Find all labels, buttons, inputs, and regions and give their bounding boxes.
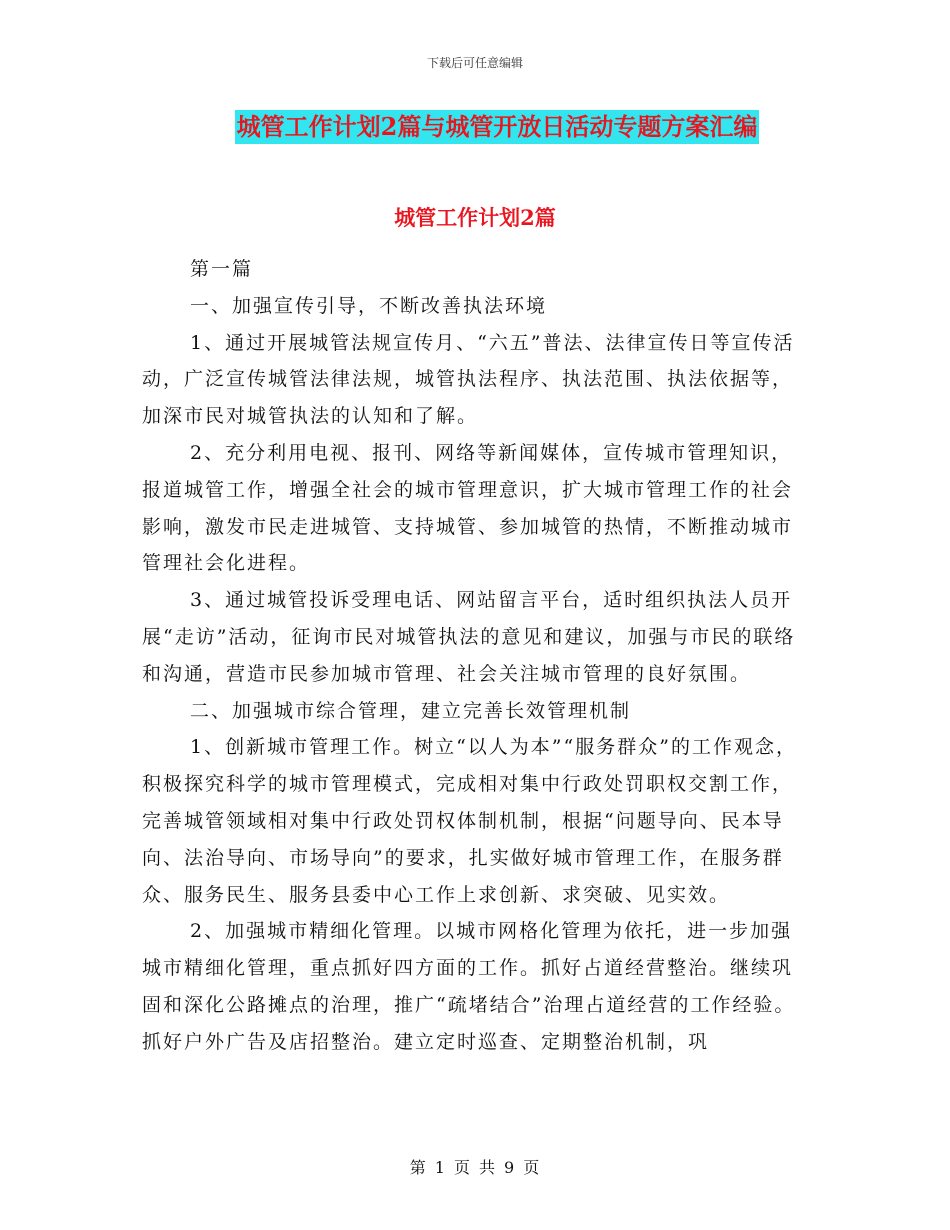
paragraph-heading-2: 二、加强城市综合管理，建立完善长效管理机制 <box>190 699 632 722</box>
section-title: 城管工作计划2篇 <box>394 205 556 230</box>
paragraph-heading-1: 一、加强宣传引导，不断改善执法环境 <box>190 294 548 317</box>
page-number: 1 <box>434 1158 446 1177</box>
paragraph: 2、加强城市精细化管理。以城市网格化管理为依托，进一步加强城市精细化管理，重点抓好四方面的工作。抓好占道经营整治。继续巩固和深化公路摊点的治理，推广“疏堵结合”治理占道经营的工作经验。抓好户外广告及店招整治。建立定时巡查、定期整治机制，巩 <box>142 920 796 1053</box>
page-total: 9 <box>504 1158 516 1177</box>
paragraph-part-heading: 第一篇 <box>190 258 254 280</box>
paragraph: 1、通过开展城管法规宣传月、“六五”普法、法律宣传日等宣传活动，广泛宣传城管法律法规，城管执法程序、执法范围、执法依据等，加深市民对城管执法的认知和了解。 <box>142 331 795 428</box>
paragraph: 3、通过城管投诉受理电话、网站留言平台，适时组织执法人员开展“走访”活动，征询市民对城管执法的意见和建议，加强与市民的联络和沟通，营造市民参加城市管理、社会关注城市管理的良好氛围。 <box>142 589 796 685</box>
footer-total-word: 共 <box>479 1158 497 1177</box>
paragraph: 1、创新城市管理工作。树立“以人为本”“服务群众”的工作观念，积极探究科学的城市管理模式，完成相对集中行政处罚职权交割工作，完善城管领域相对集中行政处罚权体制机制，根据“问题导向、民本导向、法治导向、市场导向”的要求，扎实做好城市管理工作，在服务群众、服务民生、服务县委中心工作上求创新、求突破、见实效。 <box>142 736 797 906</box>
document-body <box>142 251 802 1061</box>
paragraph: 2、充分利用电视、报刊、网络等新闻媒体，宣传城市管理知识，报道城管工作，增强全社会的城市管理意识，扩大城市管理工作的社会影响，激发市民走进城管、支持城管、参加城管的热情，不断推动城市管理社会化进程。 <box>142 441 794 575</box>
header-note: 下载后可任意编辑 <box>426 56 523 70</box>
footer-page-unit-2: 页 <box>523 1158 541 1177</box>
page-footer <box>0 1155 950 1178</box>
document-title <box>0 110 950 144</box>
footer-page-word: 第 <box>409 1158 427 1177</box>
footer-page-unit: 页 <box>453 1158 471 1177</box>
document-title-text: 城管工作计划2篇与城管开放日活动专题方案汇编 <box>235 110 760 144</box>
